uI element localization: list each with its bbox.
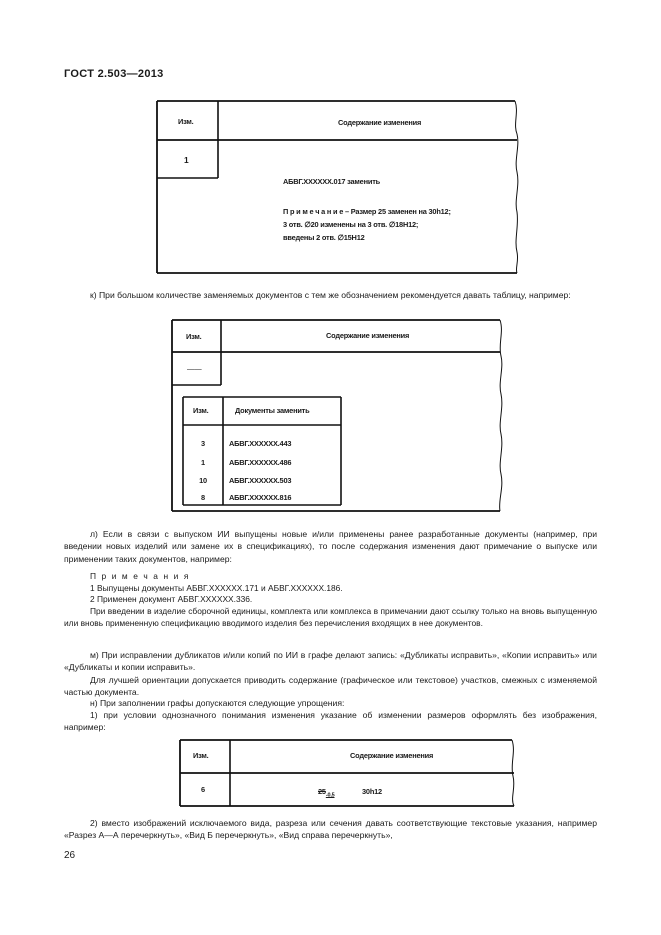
paragraph-n2: 2) вместо изображений исключаемого вида, разреза или сечения давать соответствующие текстовые указания, например «Разрез А—А перечеркнуть», «Вид Б перечеркнуть», «Вид справа перечеркнуть»,: [64, 818, 597, 841]
table3-frame: [180, 740, 514, 806]
inner-row-num: 3: [201, 439, 205, 448]
table1-col2-header: Содержание изменения: [338, 118, 422, 127]
note-3: При введении в изделие сборочной единицы, комплекта или комплекса в примечании дают ссылку только на вновь выпущенную или вновь примененную спецификацию вводимого изделия без перечисления входящих в нее документов.: [64, 606, 597, 628]
table1-note-line: [283, 207, 451, 216]
inner-col2-header: Документы заменить: [235, 406, 310, 415]
inner-row-num: 1: [201, 458, 205, 467]
table2-col2-header: Содержание изменения: [326, 331, 410, 340]
old-value: 25: [318, 787, 326, 796]
paragraph-n1: 1) при условии однозначного понимания изменения указание об изменении размеров оформлять без изображения, например:: [64, 710, 597, 733]
table2-col1-header: Изм.: [186, 332, 202, 341]
table1-line4: введены 2 отв. ∅15H12: [283, 233, 365, 242]
inner-col1-header: Изм.: [193, 406, 209, 415]
paragraph-m: м) При исправлении дубликатов и/или копий по ИИ в графе делают запись: «Дубликаты исправить», «Копии исправить» или «Дубликаты и копии исправить».: [64, 650, 597, 673]
paragraph-orientation: Для лучшей ориентации допускается приводить содержание (графическое или текстовое) участков, смежных с изменяемой частью документа.: [64, 675, 597, 698]
paragraph-l: л) Если в связи с выпуском ИИ выпущены новые и/или применены ранее разработанные документы (например, при введении новых изделий или замене их в спецификациях), то после содержания изменения дают примечание о выпуске или применении таких документов, например:: [64, 529, 597, 564]
table2-row-marker: ——: [187, 364, 202, 373]
notes-heading: П р и м е ч а н и я: [90, 571, 190, 581]
inner-row-num: 8: [201, 493, 205, 502]
table1-row-number: 1: [184, 155, 189, 165]
table3-col2-header: Содержание изменения: [350, 751, 434, 760]
inner-row-num: 10: [199, 476, 207, 485]
table1-note-prefix: П р и м е ч а н и е: [283, 207, 344, 216]
table3-col1-header: Изм.: [193, 751, 209, 760]
note-2: 2 Применен документ АБВГ.XXXXXX.336.: [90, 594, 253, 604]
old-tolerance: -0,5: [325, 792, 335, 799]
note-1: 1 Выпущены документы АБВГ.XXXXXX.171 и АБВГ.XXXXXX.186.: [90, 583, 343, 593]
table1-note-text: – Размер 25 заменен на 30h12;: [343, 207, 451, 216]
table3-row-number: 6: [201, 785, 205, 794]
table1-col1-header: Изм.: [178, 117, 194, 126]
inner-row-doc: АБВГ.XXXXXX.486: [229, 458, 292, 467]
inner-row-doc: АБВГ.XXXXXX.503: [229, 476, 292, 485]
table1-line3: 3 отв. ∅20 изменены на 3 отв. ∅18H12;: [283, 220, 419, 229]
inner-row-doc: АБВГ.XXXXXX.443: [229, 439, 292, 448]
paragraph-n: н) При заполнении графы допускаются следующие упрощения:: [90, 698, 345, 708]
page-number: 26: [64, 850, 76, 861]
table1-line1: АБВГ.XXXXXX.017 заменить: [283, 177, 380, 186]
table3-old-dimension: [318, 787, 335, 798]
paragraph-k: к) При большом количестве заменяемых документов с тем же обозначением рекомендуется давать таблицу, например:: [90, 290, 571, 300]
document-header: ГОСТ 2.503—2013: [64, 68, 164, 80]
inner-row-doc: АБВГ.XXXXXX.816: [229, 493, 292, 502]
table3-new-dimension: 30h12: [362, 787, 382, 796]
